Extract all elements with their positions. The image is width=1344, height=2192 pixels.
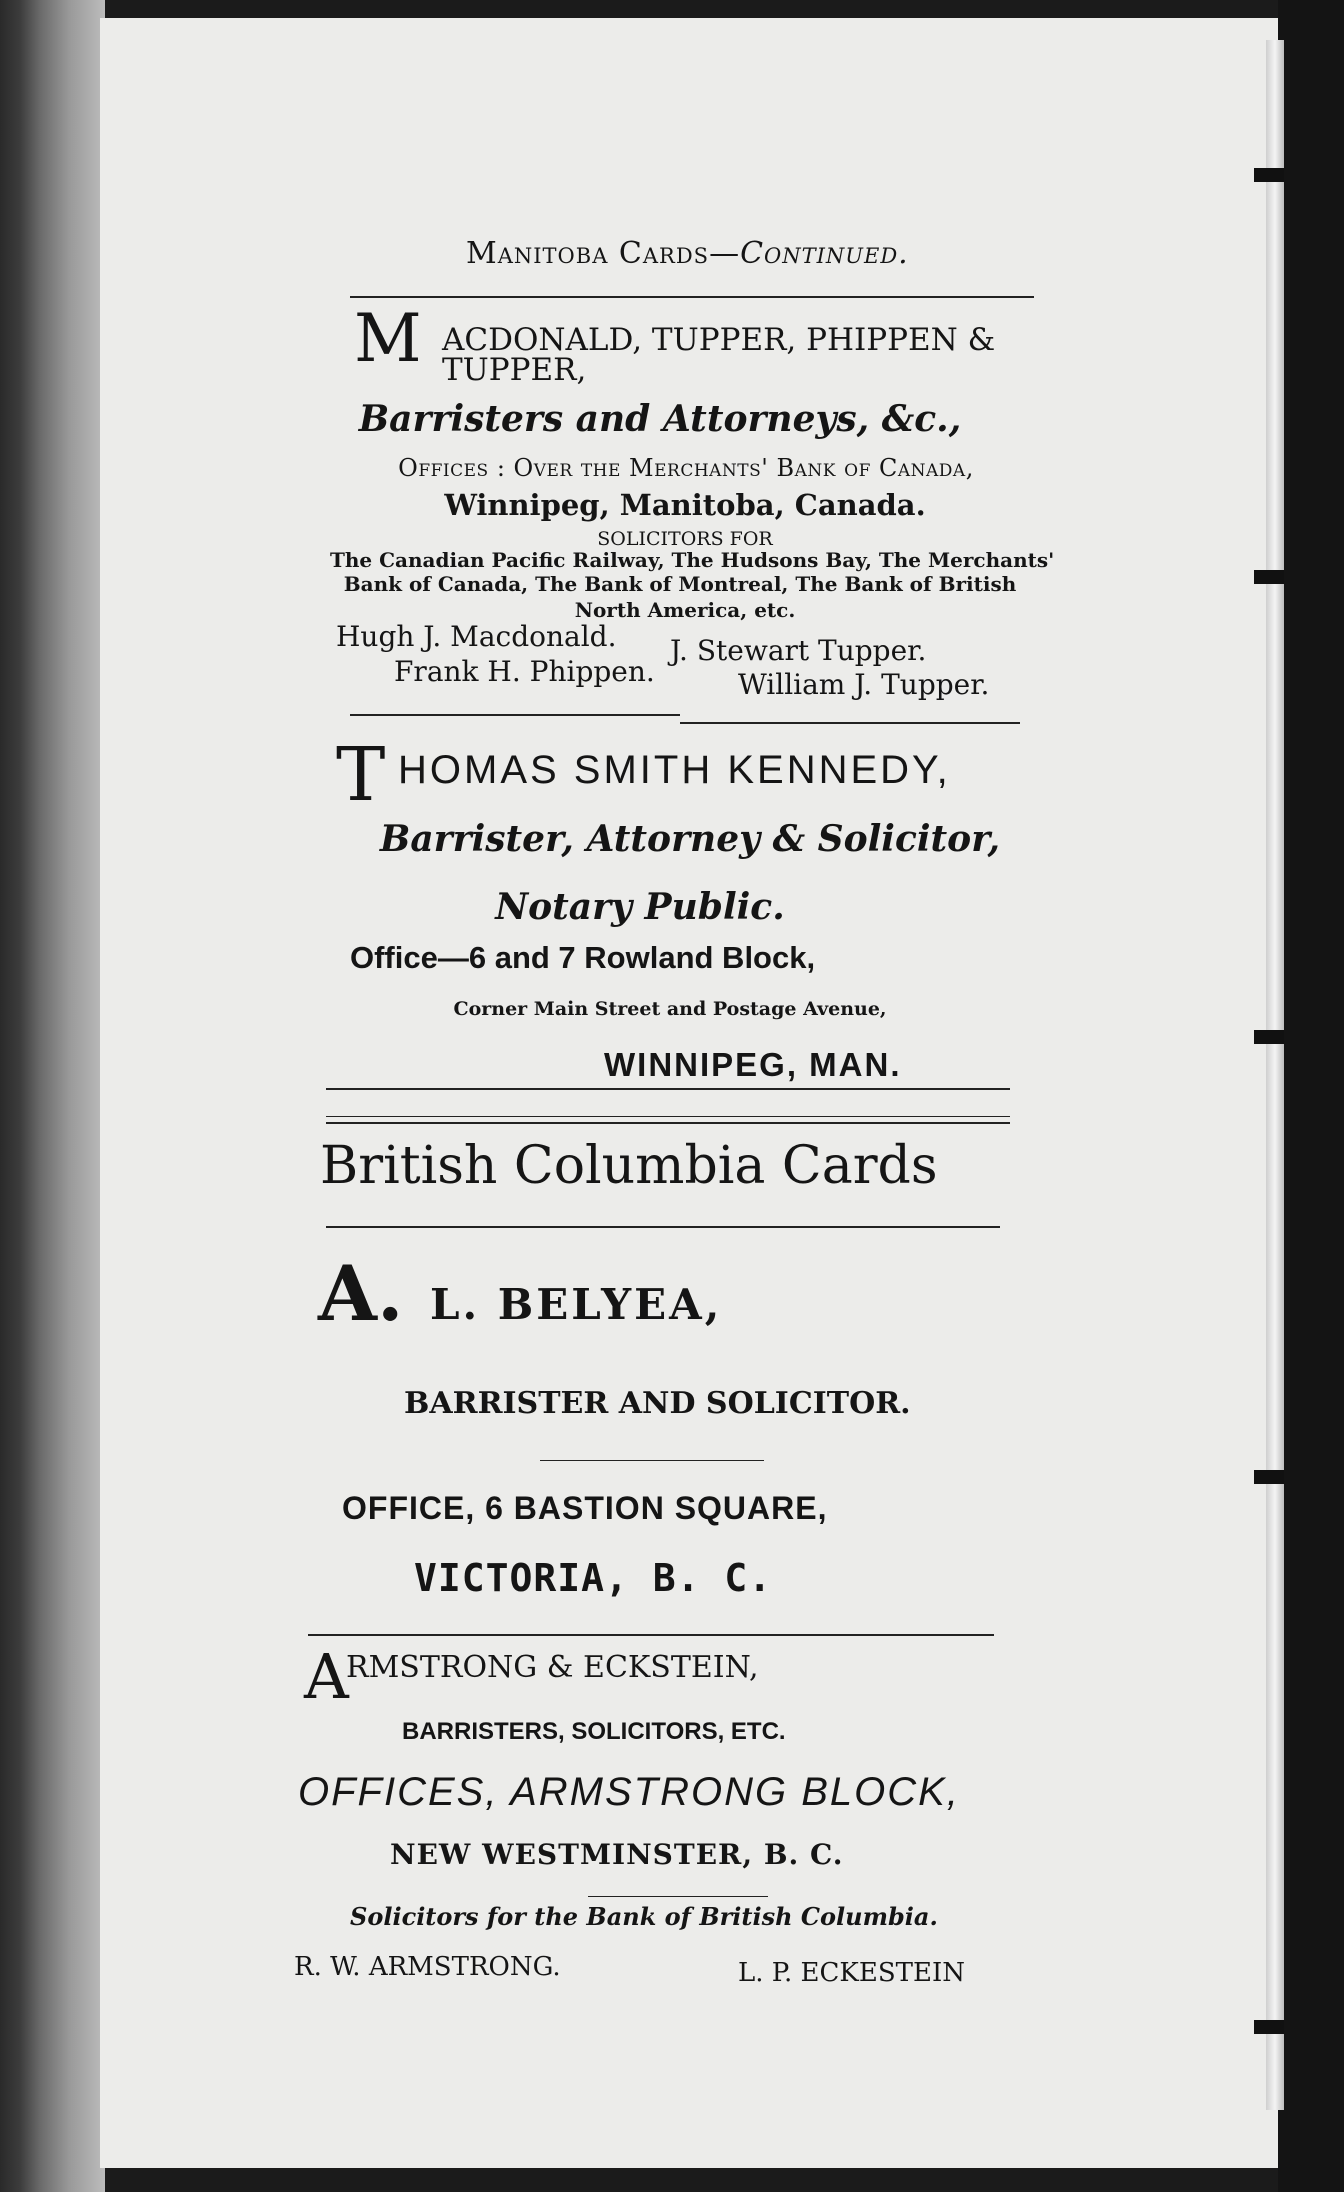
card1-rule [350,714,680,716]
card2-profession: Barrister, Attorney & Solicitor, [379,818,1001,860]
card2-rule [326,1122,1010,1124]
card1-rule [680,722,1020,724]
card4-rule [588,1896,768,1897]
card2-initial: T [336,732,386,818]
card1-partner1: Hugh J. Macdonald. [336,620,617,653]
section-rule [326,1226,1000,1228]
card1-solicitors-for: SOLICITORS FOR [597,528,773,550]
header-rule [350,296,1034,298]
card1-initial: M [354,300,422,377]
card3-initial: A. [318,1249,404,1338]
section-title: British Columbia Cards [320,1136,938,1196]
card3-rule [308,1634,994,1636]
card1-profession: Barristers and Attorneys, &c., [358,398,962,440]
card4-offices: OFFICES, ARMSTRONG BLOCK, [298,1770,960,1814]
running-head-text: Manitoba Cards— [466,236,741,271]
card4-profession: BARRISTERS, SOLICITORS, ETC. [402,1718,786,1745]
card3-office: OFFICE, 6 BASTION SQUARE, [342,1490,828,1526]
card1-name-line1: ACDONALD, TUPPER, PHIPPEN & [442,322,996,358]
card4-note: Solicitors for the Bank of British Columbia. [350,1902,938,1931]
card3-profession: BARRISTER AND SOLICITOR. [404,1386,911,1421]
card4-city: NEW WESTMINSTER, B. C. [390,1838,844,1871]
card1-clients-line3: North America, etc. [574,598,796,622]
card3-city: VICTORIA, B. C. [414,1556,773,1600]
card2-rule [326,1116,1010,1117]
card2-rule [326,1088,1010,1090]
card1-clients-line1: The Canadian Pacific Railway, The Hudsons Bay, The Merchants' [330,548,1055,572]
card1-partner2: J. Stewart Tupper. [670,634,927,667]
card2-city: WINNIPEG, MAN. [604,1046,902,1083]
card1-city: Winnipeg, Manitoba, Canada. [444,488,926,522]
card2-name: HOMAS SMITH KENNEDY, [398,748,951,792]
running-head-italic: Continued. [740,236,909,271]
card4-initial: A [304,1640,349,1713]
card1-name-line2: TUPPER, [442,352,587,388]
card1-partner4: William J. Tupper. [738,668,990,701]
card3-rule [540,1460,764,1461]
card4-name: RMSTRONG & ECKSTEIN, [346,1650,759,1685]
card1-offices: Offices : Over the Merchants' Bank of Canada, [398,454,974,482]
card3-name: L. BELYEA, [430,1280,723,1329]
card2-office: Office—6 and 7 Rowland Block, [350,940,816,975]
card1-clients-line2: Bank of Canada, The Bank of Montreal, The Bank of British [343,572,1017,596]
card4-partner1: R. W. ARMSTRONG. [294,1952,561,1982]
card4-partner2: L. P. ECKESTEIN [738,1958,965,1988]
running-head [466,236,909,271]
card2-notary: Notary Public. [495,886,785,928]
card1-partner3: Frank H. Phippen. [394,655,655,688]
card2-corner: Corner Main Street and Postage Avenue, [453,998,887,1020]
